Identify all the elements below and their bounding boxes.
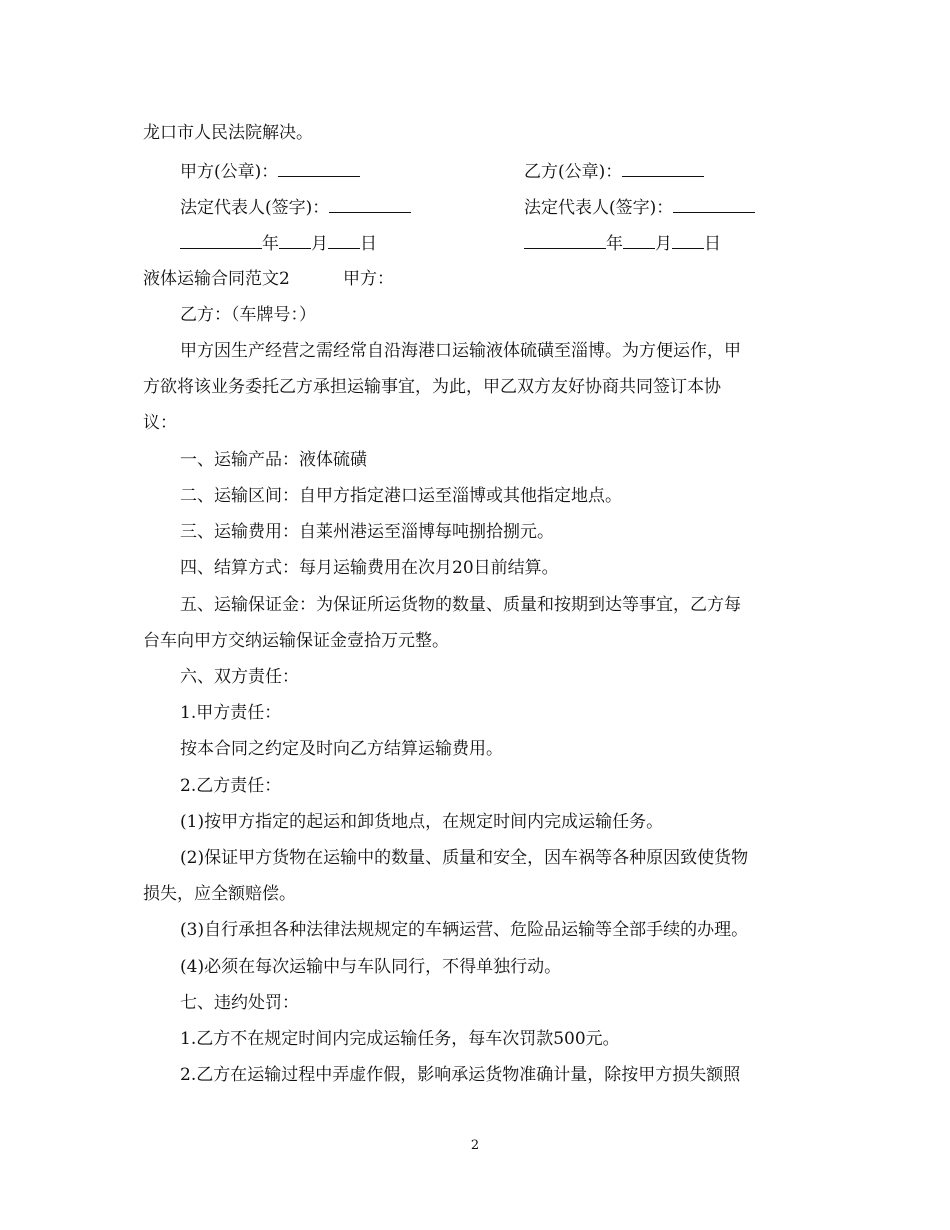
contract-title: 液体运输合同范文2 (143, 269, 290, 289)
section-heading: 七、违约处罚： (180, 993, 299, 1013)
clause-line: (4)必须在每次运输中与车队同行，不得单独行动。 (180, 957, 562, 977)
month-label: 月 (311, 234, 328, 254)
clause-line: 五、运输保证金：为保证所运货物的数量、质量和按期到达等事宜，乙方每 (180, 595, 741, 615)
clause-line: 一、运输产品：液体硫磺 (180, 450, 367, 470)
clause-line: 损失，应全额赔偿。 (143, 884, 296, 904)
clause-line: 二、运输区间：自甲方指定港口运至淄博或其他指定地点。 (180, 486, 622, 506)
year-blank (180, 232, 262, 249)
clause-line: 2.乙方在运输过程中弄虚作假，影响承运货物准确计量，除按甲方损失额照 (180, 1065, 741, 1085)
day-blank (328, 232, 360, 249)
date-line-a (180, 232, 377, 255)
party-b-seal-label: 乙方(公章)： (524, 162, 623, 182)
rep-a-label: 法定代表人(签字)： (180, 198, 330, 218)
signature-blank (673, 196, 755, 213)
month-label: 月 (655, 234, 672, 254)
signature-blank (329, 196, 411, 213)
signature-blank (278, 160, 360, 177)
party-a-seal-label: 甲方(公章)： (180, 162, 279, 182)
clause-line: (3)自行承担各种法律法规规定的车辆运营、危险品运输等全部手续的办理。 (180, 920, 749, 940)
clause-line: 按本合同之约定及时向乙方结算运输费用。 (180, 739, 503, 759)
subsection-heading: 2.乙方责任： (180, 776, 282, 796)
party-a-seal-line (180, 160, 360, 183)
clause-line: (2)保证甲方货物在运输中的数量、质量和安全，因车祸等各种原因致使货物 (180, 848, 749, 868)
month-blank (623, 232, 655, 249)
paragraph-line: 议： (143, 413, 177, 433)
clause-line: 台车向甲方交纳运输保证金壹拾万元整。 (143, 631, 449, 651)
party-a-label: 甲方： (343, 269, 394, 289)
clause-line: (1)按甲方指定的起运和卸货地点，在规定时间内完成运输任务。 (180, 812, 664, 832)
section-heading: 六、双方责任： (180, 667, 299, 687)
clause-line: 四、结算方式：每月运输费用在次月20日前结算。 (180, 558, 559, 578)
year-label: 年 (606, 234, 623, 254)
year-blank (524, 232, 606, 249)
day-label: 日 (704, 234, 721, 254)
paragraph-line: 龙口市人民法院解决。 (143, 123, 313, 143)
day-label: 日 (360, 234, 377, 254)
date-line-b (524, 232, 721, 255)
rep-b-line (524, 196, 755, 219)
rep-a-line (180, 196, 411, 219)
party-b-seal-line (524, 160, 704, 183)
year-label: 年 (262, 234, 279, 254)
day-blank (672, 232, 704, 249)
paragraph-line: 甲方因生产经营之需经常自沿海港口运输液体硫磺至淄博。为方便运作，甲 (180, 341, 741, 361)
month-blank (279, 232, 311, 249)
clause-line: 三、运输费用：自莱州港运至淄博每吨捌拾捌元。 (180, 522, 554, 542)
clause-line: 1.乙方不在规定时间内完成运输任务，每车次罚款500元。 (180, 1029, 620, 1049)
subsection-heading: 1.甲方责任： (180, 703, 282, 723)
paragraph-line: 方欲将该业务委托乙方承担运输事宜，为此，甲乙双方友好协商共同签订本协 (143, 377, 721, 397)
rep-b-label: 法定代表人(签字)： (524, 198, 674, 218)
page-number: 2 (470, 1138, 480, 1153)
party-b-label: 乙方：（车牌号：） (180, 305, 316, 325)
signature-blank (622, 160, 704, 177)
